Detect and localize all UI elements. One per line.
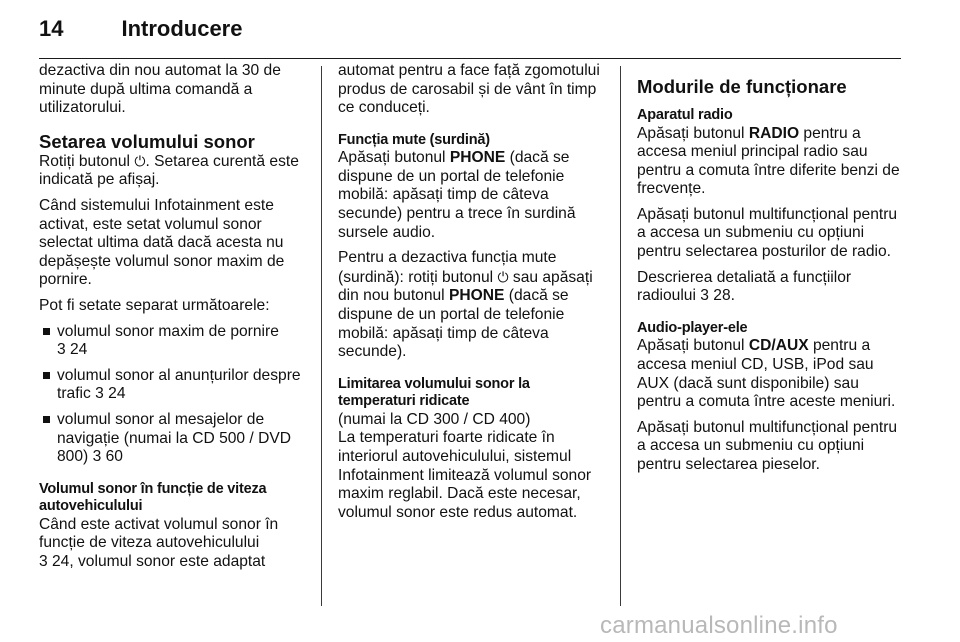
- text-span: Descrierea detaliată a funcțiilor radioului: [637, 268, 852, 305]
- page-ref: 3 60: [92, 448, 123, 466]
- temperature-models: (numai la CD 300 / CD 400): [338, 410, 531, 428]
- column-right: [637, 62, 905, 482]
- watermark: carmanualsonline.info: [600, 612, 838, 639]
- speed-paragraph: Când este activat volumul sonor în funcție de viteza autovehiculului: [39, 515, 279, 552]
- text-span: . Setarea curentă este indicată pe afișaj.: [39, 152, 299, 189]
- text-span: pentru a accesa meniul principal radio sau pentru a comuta între diferite benzi de frecvențe.: [637, 124, 900, 198]
- text-span: Apăsați butonul: [637, 124, 749, 142]
- heading-temperature: Limitarea volumului sonor la temperaturi ridicate: [338, 375, 530, 410]
- heading-mute: Funcția mute (surdină): [338, 131, 490, 148]
- radio-paragraph-2: Apăsați butonul multifuncțional pentru a accesa un submeniu cu opțiuni pentru selectarea posturilor de radio.: [637, 205, 898, 261]
- radio-keyword: RADIO: [748, 124, 800, 142]
- audio-paragraph-1: [637, 337, 905, 411]
- list-item: [39, 323, 311, 360]
- text-span: pentru a accesa meniul CD, USB, iPod sau AUX (dacă sunt disponibile) sau pentru a comuta între aceste meniuri.: [637, 337, 896, 411]
- mute-paragraph-2: [338, 249, 608, 362]
- audio-paragraph-2: Apăsați butonul multifuncțional pentru a accesa un submeniu cu opțiuni pentru selectarea pieselor.: [637, 418, 898, 473]
- page-ref: 3 28.: [700, 287, 735, 305]
- page-header: [39, 16, 242, 50]
- text-span: Apăsați butonul: [338, 149, 450, 167]
- phone-keyword: PHONE: [448, 287, 505, 305]
- header-rule: [39, 58, 901, 59]
- continued-paragraph: automat pentru a face față zgomotului produs de carosabil și de vânt în timp ce conduceți.: [338, 62, 600, 117]
- text-span: Rotiți butonul: [39, 152, 135, 170]
- text-span: (dacă se dispune de un portal de telefonie mobilă: apăsați timp de câteva secunde).: [338, 287, 569, 361]
- speed-ref-paragraph: 3 24, volumul sonor este adaptat: [39, 552, 266, 570]
- intro-paragraph: dezactiva din nou automat la 30 de minute după ultima comandă a utilizatorului.: [39, 62, 281, 117]
- heading-volume: Setarea volumului sonor: [39, 130, 255, 152]
- list-item-text: volumul sonor al anunțurilor despre trafic: [57, 366, 301, 403]
- page-ref: 3 24: [57, 341, 88, 359]
- separate-paragraph: Pot fi setate separat următoarele:: [39, 296, 270, 314]
- bullet-icon: [43, 372, 50, 379]
- power-knob-icon: ⏻: [497, 268, 509, 285]
- list-item: [39, 411, 311, 467]
- cd-aux-keyword: CD/AUX: [748, 337, 809, 355]
- heading-radio: Aparatul radio: [637, 107, 733, 123]
- bullet-icon: [43, 328, 50, 335]
- temperature-paragraph: La temperaturi foarte ridicate în interiorul autovehiculului, sistemul Infotainment limitează volumul sonor maxim reglabil. Dacă este necesar, volumul sonor este redus automat.: [338, 429, 592, 521]
- settings-list: [39, 323, 311, 467]
- phone-keyword: PHONE: [449, 149, 506, 167]
- text-span: (dacă se dispune de un portal de telefonie mobilă: apăsați timp de câteva secunde) pentru a trece în surdină sursele audio.: [338, 149, 576, 241]
- bullet-icon: [43, 416, 50, 423]
- radio-paragraph-3: [637, 269, 905, 306]
- column-left: [39, 62, 311, 578]
- text-span: Apăsați butonul: [637, 337, 749, 355]
- mute-paragraph-1: [338, 149, 608, 242]
- heading-speed-volume: Volumul sonor în funcție de viteza autovehiculului: [39, 480, 267, 515]
- heading-audio-players: Audio-player-ele: [637, 319, 748, 336]
- list-item-text: volumul sonor al mesajelor de navigație (numai la CD 500 / DVD 800): [57, 410, 292, 466]
- switch-on-paragraph: Când sistemului Infotainment este activat, este setat volumul sonor selectat ultima dată dacă acesta nu depășește volumul sonor maxim de pornire.: [39, 196, 285, 289]
- text-span: sau apăsați din nou butonul: [338, 268, 593, 305]
- column-divider-right: [620, 66, 621, 606]
- rotate-paragraph: [39, 152, 311, 190]
- page-number: 14: [39, 16, 64, 41]
- power-knob-icon: ⏻: [134, 152, 146, 169]
- page-ref: 3 24: [95, 385, 126, 403]
- list-item: [39, 367, 311, 404]
- list-item-text: volumul sonor maxim de pornire: [57, 322, 279, 340]
- chapter-title: Introducere: [121, 16, 243, 41]
- text-span: Pentru a dezactiva funcția mute (surdină): rotiți butonul: [338, 249, 557, 286]
- heading-operating-modes: Modurile de funcționare: [637, 76, 847, 97]
- radio-paragraph-1: [637, 125, 905, 199]
- column-middle: [338, 62, 608, 529]
- column-divider-left: [321, 66, 322, 606]
